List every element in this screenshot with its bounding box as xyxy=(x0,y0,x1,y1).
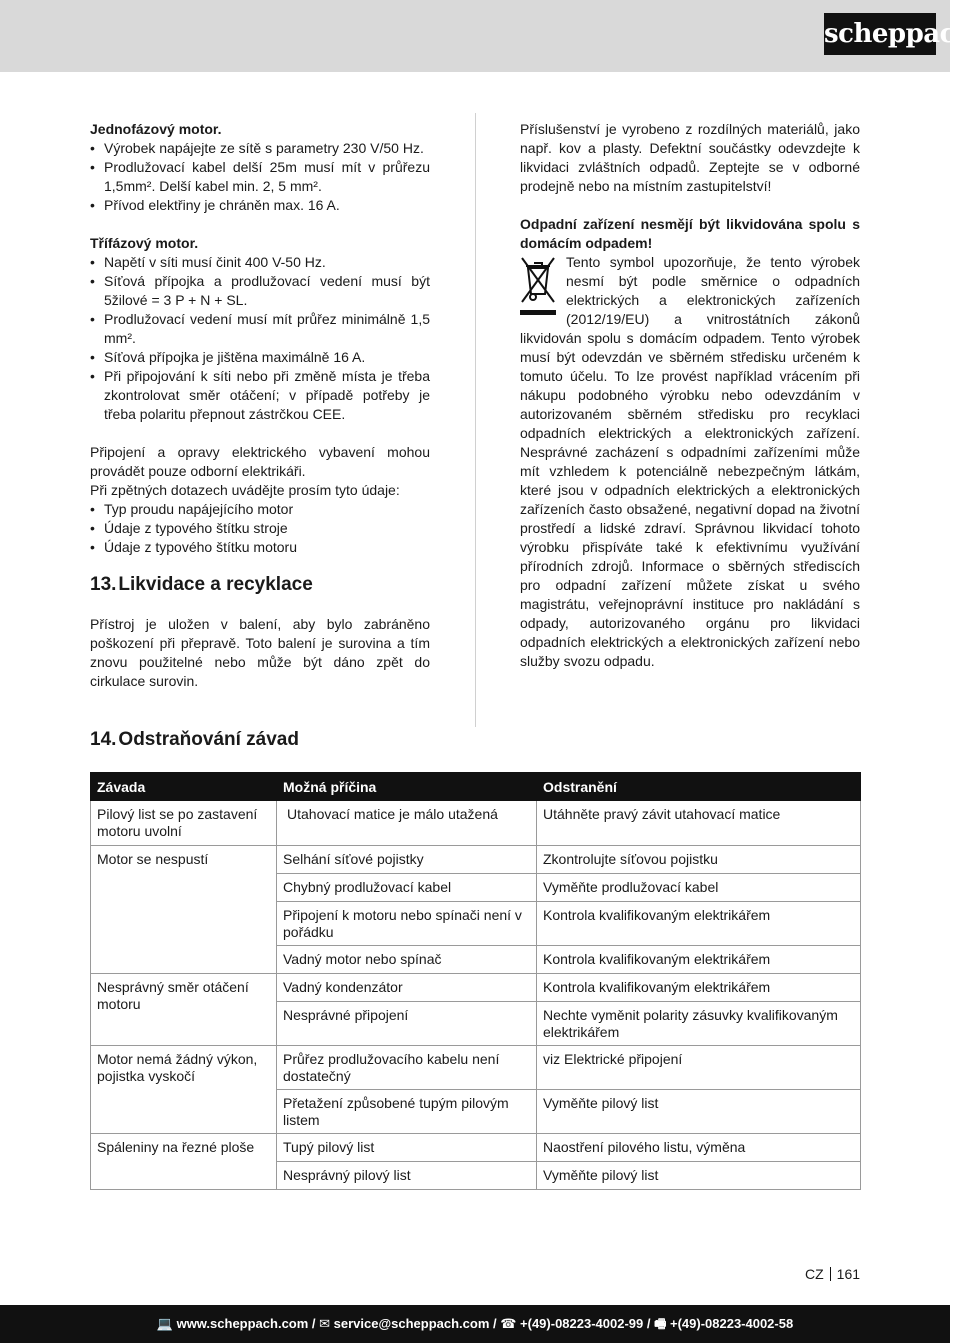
section-13-heading xyxy=(90,573,430,597)
troubleshooting-table xyxy=(90,772,861,1190)
scheppach-logo: scheppach xyxy=(824,13,936,55)
waste-warning-title: Odpadní zařízení nesmějí být likvidována spolu s domácím odpadem! xyxy=(520,216,860,251)
left-column xyxy=(90,120,430,691)
cause-cell: Průřez prodlužovacího kabelu není dostatečný xyxy=(277,1046,537,1090)
list-item: • Údaje z typového štítku stroje xyxy=(90,519,430,538)
list-item: • Síťová přípojka je jištěna maximálně 16 A. xyxy=(90,348,430,367)
fix-cell: Kontrola kvalifikovaným elektrikářem xyxy=(537,974,861,1002)
table-row xyxy=(91,1046,861,1090)
weee-text: Tento symbol upozorňuje, že tento výrobek nesmí být podle směrnice o odpadních elektrických a elektronických zařízeních (2012/19/EU) a vnitrostátních zákonů likvidován spolu s domácím odpadem. Tento výrobek musí být odevzdán ve sběrném středisku určeném k tomuto účelu. To lze provést například vrácením při nákupu podobného výrobku nebo odevzdáním v autorizovaném sběrném středisku pro recyklaci odpadních elektrických a elektronických zařízení. Nesprávné zacházení s odpadními zařízeními může mít vzhledem k potenciálně nebezpečným látkám, které jsou v odpadních elektrických a elektronických zařízeních často obsažené, negativní dopad na životní prostředí a lidské zdraví. Správnou likvidací tohoto výrobku přispíváte také k efektivnímu využívání přírodních zdrojů. Informace o sběrných střediscích pro odpadní zařízení můžete získat u svého magistrátu, veřejnoprávní instituce pro nakládání s odpady, autorizovaného orgánu pro likvidaci odpadních elektrických a elektronických zařízení nebo služby svozu odpadu. xyxy=(520,254,860,669)
page-number: 161 xyxy=(836,1266,861,1282)
fix-cell: Vyměňte prodlužovací kabel xyxy=(537,874,861,902)
list-item: • Síťová přípojka a prodlužovací vedení musí být 5žilové = 3 P + N + SL. xyxy=(90,272,430,310)
header-cause: Možná příčina xyxy=(277,773,537,801)
page-number-label xyxy=(805,1266,860,1283)
fix-cell: Nechte vyměnit polarity zásuvky kvalifikovaným elektrikářem xyxy=(537,1002,861,1046)
header-fault: Závada xyxy=(91,773,277,801)
list-item: • Údaje z typového štítku motoru xyxy=(90,538,430,557)
fix-cell: Naostření pilového listu, výměna xyxy=(537,1134,861,1162)
column-divider xyxy=(475,113,476,727)
single-phase-list xyxy=(90,139,430,215)
footer-bar xyxy=(0,1305,950,1343)
single-phase-title: Jednofázový motor. xyxy=(90,121,222,137)
fix-cell: Kontrola kvalifikovaným elektrikářem xyxy=(537,902,861,946)
cause-cell: Utahovací matice je málo utažená xyxy=(277,801,537,846)
cause-cell: Chybný prodlužovací kabel xyxy=(277,874,537,902)
cause-cell: Přetažení způsobené tupým pilovým listem xyxy=(277,1090,537,1134)
cause-cell: Nesprávný pilový list xyxy=(277,1162,537,1190)
list-item: • Napětí v síti musí činit 400 V-50 Hz. xyxy=(90,253,430,272)
fault-cell: Motor se nespustí xyxy=(91,846,277,974)
fix-cell: Vyměňte pilový list xyxy=(537,1090,861,1134)
three-phase-list xyxy=(90,253,430,424)
list-item: • Výrobek napájejte ze sítě s parametry 230 V/50 Hz. xyxy=(90,139,430,158)
list-item: • Přívod elektřiny je chráněn max. 16 A. xyxy=(90,196,430,215)
cause-cell: Vadný kondenzátor xyxy=(277,974,537,1002)
section-13-number: 13. xyxy=(90,574,117,595)
section-14-number: 14. xyxy=(90,729,117,750)
table-row xyxy=(91,1134,861,1162)
repairs-text: Připojení a opravy elektrického vybavení mohou provádět pouze odborní elektrikáři. xyxy=(90,444,430,479)
fault-cell: Motor nemá žádný výkon, pojistka vyskočí xyxy=(91,1046,277,1134)
cause-cell: Vadný motor nebo spínač xyxy=(277,946,537,974)
table-row xyxy=(91,974,861,1002)
cause-cell: Nesprávné připojení xyxy=(277,1002,537,1046)
right-column xyxy=(520,120,860,671)
page-number-divider xyxy=(830,1267,831,1281)
list-item: • Prodlužovací kabel delší 25m musí mít v průřezu 1,5mm². Delší kabel min. 2, 5 mm². xyxy=(90,158,430,196)
list-item: • Prodlužovací vedení musí mít průřez minimálně 1,5 mm². xyxy=(90,310,430,348)
page-language: CZ xyxy=(805,1266,824,1282)
cause-cell: Selhání síťové pojistky xyxy=(277,846,537,874)
crossed-out-wheelie-bin-icon xyxy=(520,254,560,324)
fix-cell: Utáhněte pravý závit utahovací matice xyxy=(537,801,861,846)
accessories-text: Příslušenství je vyrobeno z rozdílných materiálů, jako např. kov a plasty. Defektní součástky odevzdejte k likvidaci zvláštních odpadů. Zeptejte se v odborné prodejně nebo na místním zastupitelství! xyxy=(520,121,860,194)
cause-cell: Připojení k motoru nebo spínači není v pořádku xyxy=(277,902,537,946)
table-row xyxy=(91,801,861,846)
three-phase-title: Třífázový motor. xyxy=(90,235,199,251)
inquiry-text: Při zpětných dotazech uvádějte prosím tyto údaje: xyxy=(90,482,400,498)
list-item: • Při připojování k síti nebo při změně místa je třeba zkontrolovat směr otáčení; v případě potřeby je třeba polaritu přepnout zástrčkou CEE. xyxy=(90,367,430,424)
fix-cell: viz Elektrické připojení xyxy=(537,1046,861,1090)
inquiry-list xyxy=(90,500,430,557)
section-13-title: Likvidace a recyklace xyxy=(118,574,313,595)
cause-cell: Tupý pilový list xyxy=(277,1134,537,1162)
contact-line: 💻 www.scheppach.com / ✉ service@scheppach.com / ☎ +(49)-08223-4002-99 / 🖷 +(49)-08223-4002-58 xyxy=(156,1316,794,1331)
section-14-title: Odstraňování závad xyxy=(118,729,299,750)
header-fix: Odstranění xyxy=(537,773,861,801)
table-row xyxy=(91,846,861,874)
fault-cell: Spáleniny na řezné ploše xyxy=(91,1134,277,1190)
table-header-row xyxy=(91,773,861,801)
fix-cell: Kontrola kvalifikovaným elektrikářem xyxy=(537,946,861,974)
section-14-heading xyxy=(90,728,299,752)
header-bar xyxy=(0,0,950,72)
section-13-text: Přístroj je uložen v balení, aby bylo zabráněno poškození při přepravě. Toto balení je surovina a tím znovu použitelné nebo může být dáno zpět do cirkulace surovin. xyxy=(90,616,430,689)
fault-cell: Nesprávný směr otáčení motoru xyxy=(91,974,277,1046)
list-item: • Typ proudu napájejícího motor xyxy=(90,500,430,519)
fix-cell: Vyměňte pilový list xyxy=(537,1162,861,1190)
fix-cell: Zkontrolujte síťovou pojistku xyxy=(537,846,861,874)
fault-cell: Pilový list se po zastavení motoru uvolní xyxy=(91,801,277,846)
